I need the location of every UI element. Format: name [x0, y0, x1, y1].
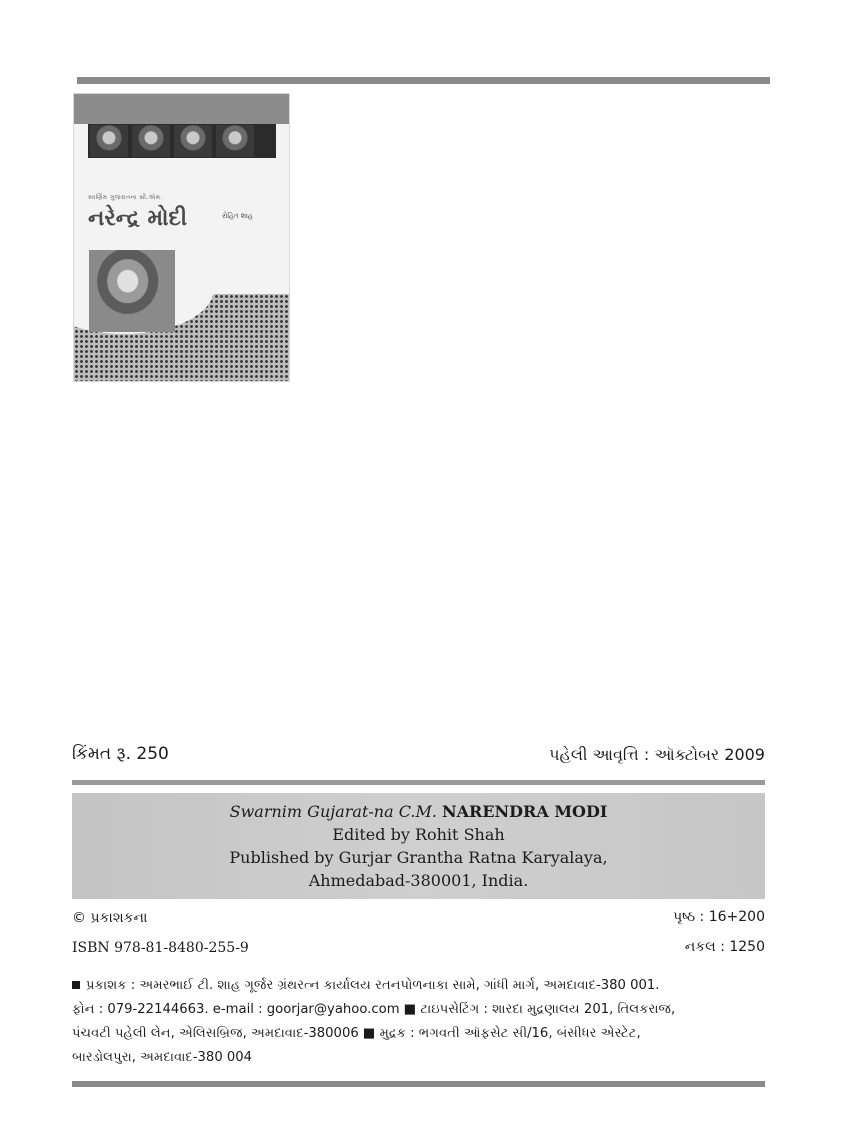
- copy-count: નકલ : 1250: [684, 939, 765, 955]
- middle-rule: [72, 780, 765, 785]
- cover-portrait-photo: [89, 250, 175, 332]
- book-title-line: [72, 802, 765, 821]
- book-title-prefix: Swarnim Gujarat-na C.M.: [229, 802, 443, 821]
- publisher-line: Published by Gurjar Grantha Ratna Karyalaya,: [229, 848, 608, 867]
- cover-thumbnail-photo: [132, 125, 170, 157]
- bullet-square-icon: [72, 981, 80, 989]
- address-line: Ahmedabad-380001, India.: [308, 871, 529, 890]
- cover-editor: રોહિત શાહ: [222, 212, 253, 220]
- cover-subtitle: સ્વર્ણિમ ગુજરાતના સી.એમ.: [88, 194, 163, 201]
- bottom-rule: [72, 1081, 765, 1087]
- book-title-name: NARENDRA MODI: [442, 802, 608, 821]
- english-info-box: [72, 793, 765, 899]
- cover-title: નરેન્દ્ર મોદી: [88, 206, 188, 231]
- cover-thumbnail-photo: [216, 125, 254, 157]
- book-cover-image: [73, 93, 290, 382]
- publication-credits: [72, 974, 772, 1070]
- top-rule: [77, 77, 770, 84]
- credits-line: પ્રકાશક : અમરભાઈ ટી. શાહ ગૂર્જર ગ્રંથરત્ન કાર્યાલય રતનપોળનાકા સામે, ગાંધી માર્ગ, અમદાવાદ-380 001.: [72, 974, 772, 998]
- edition-label: પહેલી આવૃત્તિ : ઑક્ટોબર 2009: [549, 745, 765, 764]
- credits-line: ફોન : 079-22144663. e-mail : goorjar@yahoo.com ■ ટાઇપસેટિંગ : શારદા મુદ્રણાલય 201, તિલકરાજ,: [72, 1002, 676, 1017]
- cover-thumbnail-photo: [174, 125, 212, 157]
- price-label: કિંમત રૂ. 250: [72, 744, 169, 764]
- cover-top-band: [74, 94, 289, 124]
- isbn-number: ISBN 978-81-8480-255-9: [72, 940, 249, 956]
- cover-thumbnail-photo: [90, 125, 128, 157]
- editor-line: Edited by Rohit Shah: [332, 825, 505, 844]
- credits-line: પંચવટી પહેલી લેન, એલિસબ્રિજ, અમદાવાદ-380006 ■ મુદ્રક : ભગવતી ઑફસેટ સી/16, બંસીધર એસ્ટેટ,: [72, 1026, 641, 1041]
- copyright-notice: © પ્રકાશકના: [72, 910, 148, 926]
- credits-line: બારડોલપુરા, અમદાવાદ-380 004: [72, 1050, 253, 1065]
- page-count: પૃષ્ઠ : 16+200: [673, 909, 765, 925]
